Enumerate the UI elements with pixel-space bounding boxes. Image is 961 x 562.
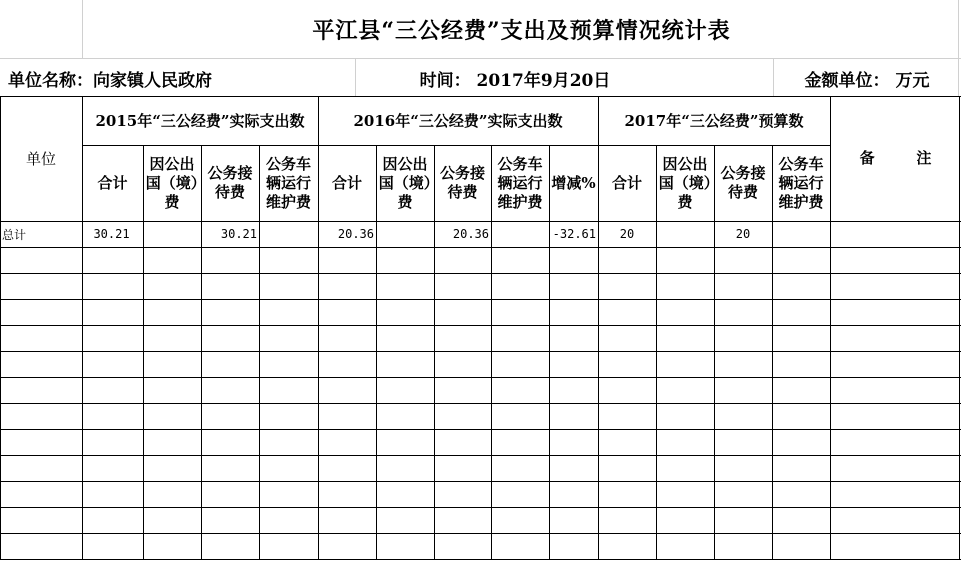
grid-line <box>0 96 1 559</box>
empty-cell[interactable] <box>201 299 259 325</box>
empty-cell[interactable] <box>714 507 772 533</box>
empty-cell[interactable] <box>830 273 961 299</box>
empty-cell[interactable] <box>772 533 830 559</box>
header-total-2015: 合计 <box>97 173 128 192</box>
empty-cell[interactable] <box>201 481 259 507</box>
empty-cell[interactable] <box>656 273 714 299</box>
empty-cell[interactable] <box>259 429 318 455</box>
empty-cell[interactable] <box>830 533 961 559</box>
empty-cell[interactable] <box>376 403 434 429</box>
empty-cell[interactable] <box>714 403 772 429</box>
empty-cell[interactable] <box>0 247 82 273</box>
empty-cell[interactable] <box>830 455 961 481</box>
grid-line <box>958 0 959 97</box>
row-label[interactable]: 总计 <box>2 227 27 242</box>
empty-cell[interactable] <box>376 429 434 455</box>
empty-cell[interactable] <box>318 507 376 533</box>
empty-cell[interactable] <box>549 325 598 351</box>
empty-cell[interactable] <box>491 273 549 299</box>
empty-cell[interactable] <box>491 299 549 325</box>
empty-cell[interactable] <box>656 351 714 377</box>
grid-line <box>0 403 961 404</box>
header-group-2015: 2015年“三公经费”实际支出数 <box>95 111 305 130</box>
empty-cell[interactable] <box>259 273 318 299</box>
empty-cell[interactable] <box>143 507 201 533</box>
empty-cell[interactable] <box>201 325 259 351</box>
empty-cell[interactable] <box>82 507 143 533</box>
empty-cell[interactable] <box>259 299 318 325</box>
empty-cell[interactable] <box>549 429 598 455</box>
empty-cell[interactable] <box>259 325 318 351</box>
empty-cell[interactable] <box>491 455 549 481</box>
grid-line <box>598 96 599 559</box>
header-reception-2017: 公务接待费 <box>720 164 766 201</box>
empty-cell[interactable] <box>549 481 598 507</box>
empty-cell[interactable] <box>376 455 434 481</box>
grid-line <box>0 58 961 59</box>
empty-cell[interactable] <box>491 403 549 429</box>
empty-cell[interactable] <box>259 377 318 403</box>
grid-line <box>0 377 961 378</box>
empty-cell[interactable] <box>656 429 714 455</box>
empty-cell[interactable] <box>143 377 201 403</box>
grid-line <box>0 299 961 300</box>
empty-cell[interactable] <box>714 273 772 299</box>
empty-cell[interactable] <box>830 481 961 507</box>
empty-cell[interactable] <box>82 429 143 455</box>
empty-cell[interactable] <box>830 507 961 533</box>
grid-line <box>0 96 961 97</box>
empty-cell[interactable] <box>143 455 201 481</box>
cell-total-2017[interactable]: 20 <box>619 227 635 241</box>
empty-cell[interactable] <box>201 351 259 377</box>
empty-cell[interactable] <box>491 429 549 455</box>
empty-cell[interactable] <box>143 247 201 273</box>
empty-cell[interactable] <box>0 273 82 299</box>
empty-cell[interactable] <box>201 507 259 533</box>
empty-cell[interactable] <box>772 429 830 455</box>
empty-cell[interactable] <box>772 299 830 325</box>
empty-cell[interactable] <box>143 351 201 377</box>
empty-cell[interactable] <box>0 299 82 325</box>
empty-cell[interactable] <box>143 273 201 299</box>
empty-cell[interactable] <box>143 533 201 559</box>
empty-cell[interactable] <box>598 481 656 507</box>
empty-cell[interactable] <box>0 455 82 481</box>
header-reception-2016: 公务接待费 <box>439 164 485 201</box>
header-total-2017: 合计 <box>611 173 642 192</box>
empty-cell[interactable] <box>143 403 201 429</box>
grid-line <box>355 58 356 97</box>
empty-cell[interactable] <box>491 351 549 377</box>
grid-line <box>0 273 961 274</box>
grid-line <box>434 145 435 559</box>
empty-cell[interactable] <box>376 299 434 325</box>
empty-cell[interactable] <box>549 273 598 299</box>
cell-reception-2016[interactable]: 20.36 <box>452 227 489 241</box>
grid-line <box>714 145 715 559</box>
grid-line <box>82 96 83 559</box>
empty-cell[interactable] <box>0 325 82 351</box>
grid-line <box>0 533 961 534</box>
empty-cell[interactable] <box>549 377 598 403</box>
grid-line <box>82 0 83 58</box>
empty-cell[interactable] <box>434 481 491 507</box>
empty-cell[interactable] <box>82 299 143 325</box>
grid-line <box>259 145 260 559</box>
empty-cell[interactable] <box>656 533 714 559</box>
empty-cell[interactable] <box>830 403 961 429</box>
empty-cell[interactable] <box>656 247 714 273</box>
grid-line <box>773 58 774 97</box>
empty-cell[interactable] <box>434 507 491 533</box>
grid-line <box>0 325 961 326</box>
grid-line <box>549 145 550 559</box>
empty-cell[interactable] <box>201 377 259 403</box>
empty-cell[interactable] <box>830 299 961 325</box>
empty-cell[interactable] <box>376 325 434 351</box>
grid-line <box>0 559 961 560</box>
empty-cell[interactable] <box>259 351 318 377</box>
empty-cell[interactable] <box>82 351 143 377</box>
header-remark: 备 注 <box>859 149 932 167</box>
empty-cell[interactable] <box>434 377 491 403</box>
empty-cell[interactable] <box>259 507 318 533</box>
grid-line <box>0 351 961 352</box>
grid-line <box>830 96 831 559</box>
empty-cell[interactable] <box>376 247 434 273</box>
empty-cell[interactable] <box>318 429 376 455</box>
empty-cell[interactable] <box>772 325 830 351</box>
empty-cell[interactable] <box>549 351 598 377</box>
grid-line <box>0 221 961 222</box>
empty-cell[interactable] <box>772 455 830 481</box>
grid-line <box>491 145 492 559</box>
empty-cell[interactable] <box>434 273 491 299</box>
empty-cell[interactable] <box>598 299 656 325</box>
empty-cell[interactable] <box>549 247 598 273</box>
empty-cell[interactable] <box>201 273 259 299</box>
empty-cell[interactable] <box>598 455 656 481</box>
header-vehicle-2017: 公务车辆运行维护费 <box>778 154 824 211</box>
empty-cell[interactable] <box>318 377 376 403</box>
empty-cell[interactable] <box>772 273 830 299</box>
empty-cell[interactable] <box>201 533 259 559</box>
empty-cell[interactable] <box>772 247 830 273</box>
header-vehicle-2016: 公务车辆运行维护费 <box>497 154 543 211</box>
empty-cell[interactable] <box>82 273 143 299</box>
header-group-2017: 2017年“三公经费”预算数 <box>624 111 804 130</box>
empty-cell[interactable] <box>598 403 656 429</box>
empty-cell[interactable] <box>772 481 830 507</box>
header-travel-2015: 因公出国（境）费 <box>145 154 199 211</box>
empty-cell[interactable] <box>376 351 434 377</box>
empty-cell[interactable] <box>82 455 143 481</box>
empty-cell[interactable] <box>434 533 491 559</box>
cell-vehicle-2016[interactable] <box>491 221 549 247</box>
empty-cell[interactable] <box>376 481 434 507</box>
empty-cell[interactable] <box>0 429 82 455</box>
report-date: 时间： 2017年9月20日 <box>419 70 611 91</box>
empty-cell[interactable] <box>598 273 656 299</box>
empty-cell[interactable] <box>318 455 376 481</box>
empty-cell[interactable] <box>318 299 376 325</box>
header-unit: 单位 <box>25 149 56 168</box>
grid-line <box>376 145 377 559</box>
empty-cell[interactable] <box>259 403 318 429</box>
grid-line <box>0 247 961 248</box>
empty-cell[interactable] <box>82 377 143 403</box>
empty-cell[interactable] <box>830 429 961 455</box>
empty-cell[interactable] <box>656 403 714 429</box>
empty-cell[interactable] <box>549 533 598 559</box>
empty-cell[interactable] <box>318 403 376 429</box>
empty-cell[interactable] <box>491 533 549 559</box>
empty-cell[interactable] <box>82 481 143 507</box>
empty-cell[interactable] <box>598 429 656 455</box>
grid-line <box>82 145 830 146</box>
empty-cell[interactable] <box>318 533 376 559</box>
empty-cell[interactable] <box>656 325 714 351</box>
empty-cell[interactable] <box>772 507 830 533</box>
empty-cell[interactable] <box>491 481 549 507</box>
empty-cell[interactable] <box>201 429 259 455</box>
empty-cell[interactable] <box>0 481 82 507</box>
cell-travel-2015[interactable] <box>143 221 201 247</box>
empty-cell[interactable] <box>434 351 491 377</box>
empty-cell[interactable] <box>714 377 772 403</box>
empty-cell[interactable] <box>0 533 82 559</box>
empty-cell[interactable] <box>0 403 82 429</box>
empty-cell[interactable] <box>714 481 772 507</box>
cell-vehicle-2017[interactable] <box>772 221 830 247</box>
empty-cell[interactable] <box>549 403 598 429</box>
empty-cell[interactable] <box>549 299 598 325</box>
empty-cell[interactable] <box>830 247 961 273</box>
empty-cell[interactable] <box>376 377 434 403</box>
empty-cell[interactable] <box>714 325 772 351</box>
empty-cell[interactable] <box>656 299 714 325</box>
empty-cell[interactable] <box>598 325 656 351</box>
empty-cell[interactable] <box>434 403 491 429</box>
empty-cell[interactable] <box>714 455 772 481</box>
grid-line <box>0 455 961 456</box>
header-travel-2016: 因公出国（境）费 <box>378 154 432 211</box>
empty-cell[interactable] <box>772 351 830 377</box>
empty-cell[interactable] <box>598 351 656 377</box>
empty-cell[interactable] <box>82 247 143 273</box>
empty-cell[interactable] <box>598 247 656 273</box>
empty-cell[interactable] <box>714 429 772 455</box>
empty-cell[interactable] <box>318 273 376 299</box>
grid-line <box>959 96 960 559</box>
header-vehicle-2015: 公务车辆运行维护费 <box>265 154 311 211</box>
grid-line <box>201 145 202 559</box>
header-travel-2017: 因公出国（境）费 <box>658 154 712 211</box>
empty-cell[interactable] <box>598 377 656 403</box>
empty-cell[interactable] <box>259 481 318 507</box>
empty-cell[interactable] <box>714 351 772 377</box>
empty-cell[interactable] <box>491 507 549 533</box>
empty-cell[interactable] <box>201 455 259 481</box>
grid-line <box>656 145 657 559</box>
empty-cell[interactable] <box>434 299 491 325</box>
empty-cell[interactable] <box>82 403 143 429</box>
grid-line <box>772 145 773 559</box>
empty-cell[interactable] <box>259 533 318 559</box>
empty-cell[interactable] <box>491 325 549 351</box>
empty-cell[interactable] <box>376 273 434 299</box>
empty-cell[interactable] <box>491 247 549 273</box>
empty-cell[interactable] <box>598 507 656 533</box>
cell-travel-2016[interactable] <box>376 221 434 247</box>
empty-cell[interactable] <box>259 455 318 481</box>
table-title: 平江县“三公经费”支出及预算情况统计表 <box>312 17 731 44</box>
empty-cell[interactable] <box>656 507 714 533</box>
empty-cell[interactable] <box>598 533 656 559</box>
empty-cell[interactable] <box>318 325 376 351</box>
empty-cell[interactable] <box>714 299 772 325</box>
empty-cell[interactable] <box>772 403 830 429</box>
empty-cell[interactable] <box>318 247 376 273</box>
empty-cell[interactable] <box>656 481 714 507</box>
empty-cell[interactable] <box>714 533 772 559</box>
empty-cell[interactable] <box>82 325 143 351</box>
cell-total-2015[interactable]: 30.21 <box>93 227 130 241</box>
header-change-2016: 增减% <box>551 173 596 192</box>
empty-cell[interactable] <box>318 351 376 377</box>
cell-remark[interactable] <box>830 221 961 247</box>
grid-line <box>0 481 961 482</box>
empty-cell[interactable] <box>143 429 201 455</box>
cell-reception-2017[interactable]: 20 <box>735 227 751 241</box>
cell-total-2016[interactable]: 20.36 <box>337 227 374 241</box>
empty-cell[interactable] <box>143 481 201 507</box>
empty-cell[interactable] <box>656 377 714 403</box>
cell-reception-2015[interactable]: 30.21 <box>220 227 257 241</box>
empty-cell[interactable] <box>0 351 82 377</box>
empty-cell[interactable] <box>830 325 961 351</box>
empty-cell[interactable] <box>143 299 201 325</box>
empty-cell[interactable] <box>82 533 143 559</box>
empty-cell[interactable] <box>434 429 491 455</box>
empty-cell[interactable] <box>201 247 259 273</box>
grid-line <box>143 145 144 559</box>
grid-line <box>318 96 319 559</box>
grid-line <box>0 429 961 430</box>
empty-cell[interactable] <box>259 247 318 273</box>
empty-cell[interactable] <box>434 325 491 351</box>
empty-cell[interactable] <box>656 455 714 481</box>
empty-cell[interactable] <box>714 247 772 273</box>
amount-unit: 金额单位： 万元 <box>804 70 930 91</box>
header-group-2016: 2016年“三公经费”实际支出数 <box>353 111 563 130</box>
header-total-2016: 合计 <box>331 173 362 192</box>
empty-cell[interactable] <box>434 455 491 481</box>
cell-travel-2017[interactable] <box>656 221 714 247</box>
empty-cell[interactable] <box>0 507 82 533</box>
corner-cell <box>0 0 82 58</box>
empty-cell[interactable] <box>549 455 598 481</box>
empty-cell[interactable] <box>772 377 830 403</box>
empty-cell[interactable] <box>143 325 201 351</box>
empty-cell[interactable] <box>434 247 491 273</box>
empty-cell[interactable] <box>376 507 434 533</box>
empty-cell[interactable] <box>376 533 434 559</box>
cell-change[interactable]: -32.61 <box>552 227 596 241</box>
empty-cell[interactable] <box>201 403 259 429</box>
empty-cell[interactable] <box>830 377 961 403</box>
empty-cell[interactable] <box>0 377 82 403</box>
cell-vehicle-2015[interactable] <box>259 221 318 247</box>
empty-cell[interactable] <box>491 377 549 403</box>
unit-name: 单位名称：向家镇人民政府 <box>8 70 212 91</box>
empty-cell[interactable] <box>830 351 961 377</box>
grid-line <box>0 507 961 508</box>
empty-cell[interactable] <box>549 507 598 533</box>
header-reception-2015: 公务接待费 <box>207 164 253 201</box>
empty-cell[interactable] <box>318 481 376 507</box>
